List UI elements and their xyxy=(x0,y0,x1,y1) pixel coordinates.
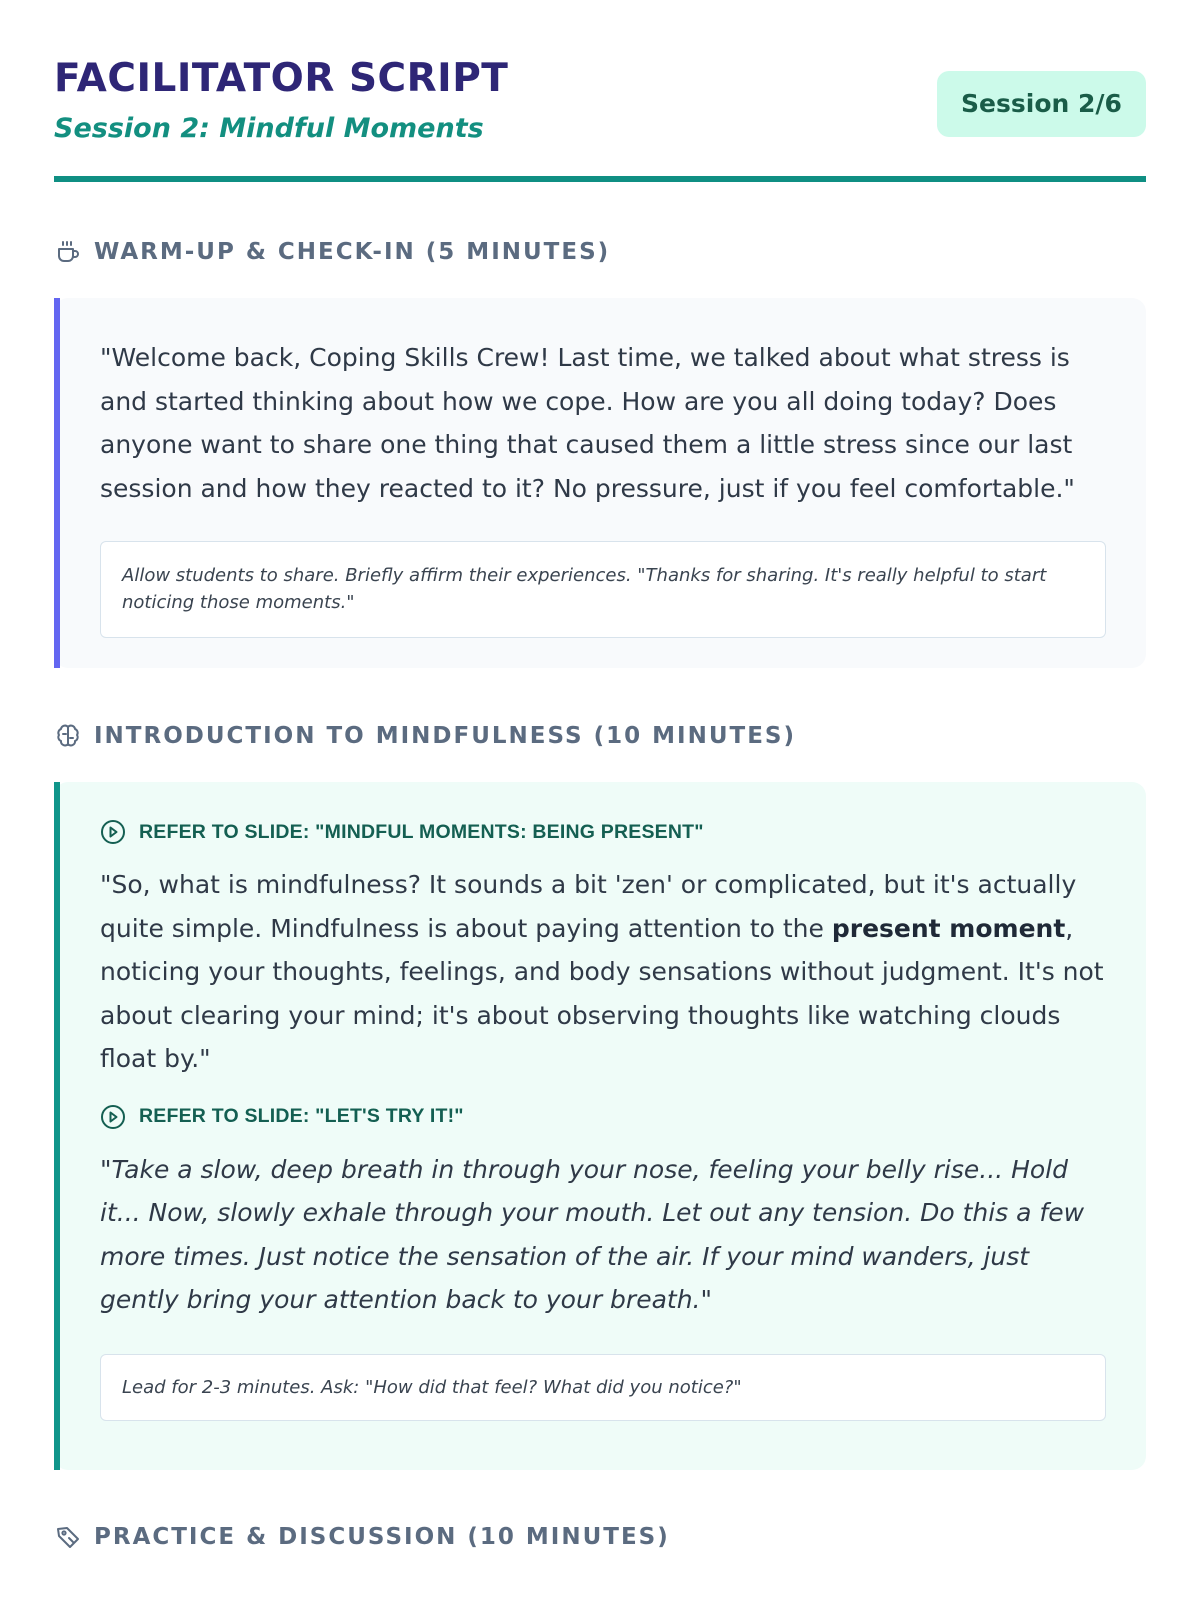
script-header xyxy=(54,56,1146,182)
mindfulness-definition-script: "So, what is mindfulness? It sounds a bit 'zen' or complicated, but it's actually quite simple. Mindfulness is about paying attention to the present moment, noticing your thoughts, feelings, and body sensations without judgment. It's not about clearing your mind; it's about observing thoughts like watching clouds float by." xyxy=(100,870,1104,1073)
coffee-cup-icon xyxy=(54,238,82,266)
warmup-heading-text: WARM-UP & CHECK-IN (5 MINUTES) xyxy=(94,239,611,265)
warmup-facilitator-note: Allow students to share. Briefly affirm their experiences. "Thanks for sharing. It's really helpful to start noticing those moments." xyxy=(100,541,1106,638)
warmup-script: "Welcome back, Coping Skills Crew! Last time, we talked about what stress is and started thinking about how we cope. How are you all doing today? Does anyone want to share one thing that caused them a little stress since our last session and how they reacted to it? No pressure, just if you feel comfortable." xyxy=(100,343,1075,503)
slide-reference xyxy=(100,818,1106,846)
practice-section-heading xyxy=(54,1519,1146,1555)
emphasis-present-moment: present moment xyxy=(831,913,1066,943)
session-subtitle: Session 2: Mindful Moments xyxy=(54,113,484,144)
intro-facilitator-note: Lead for 2-3 minutes. Ask: "How did that feel? What did you notice?" xyxy=(100,1354,1106,1421)
play-circle-icon xyxy=(100,819,126,845)
breathing-exercise-script: "Take a slow, deep breath in through your nose, feeling your belly rise... Hold it... Now, slowly exhale through your mouth. Let out any tension. Do this a few more times. Just notice the sensation of the air. If your mind wanders, just gently bring your attention back to your breath." xyxy=(100,1154,1085,1314)
warmup-section-heading xyxy=(54,234,1146,270)
session-badge: Session 2/6 xyxy=(937,71,1146,137)
slide-reference-text: REFER TO SLIDE: "MINDFUL MOMENTS: BEING PRESENT" xyxy=(139,820,704,843)
tag-icon xyxy=(54,1523,82,1551)
slide-reference xyxy=(100,1103,1106,1131)
intro-section-heading xyxy=(54,718,1146,754)
warmup-card xyxy=(54,298,1146,668)
slide-reference-text: REFER TO SLIDE: "LET'S TRY IT!" xyxy=(139,1105,464,1127)
brain-icon xyxy=(54,722,82,750)
practice-heading-text: PRACTICE & DISCUSSION (10 MINUTES) xyxy=(94,1524,670,1550)
intro-card xyxy=(54,782,1146,1470)
play-circle-icon xyxy=(100,1104,126,1130)
page-title: FACILITATOR SCRIPT xyxy=(54,56,509,101)
intro-heading-text: INTRODUCTION TO MINDFULNESS (10 MINUTES) xyxy=(94,723,796,749)
